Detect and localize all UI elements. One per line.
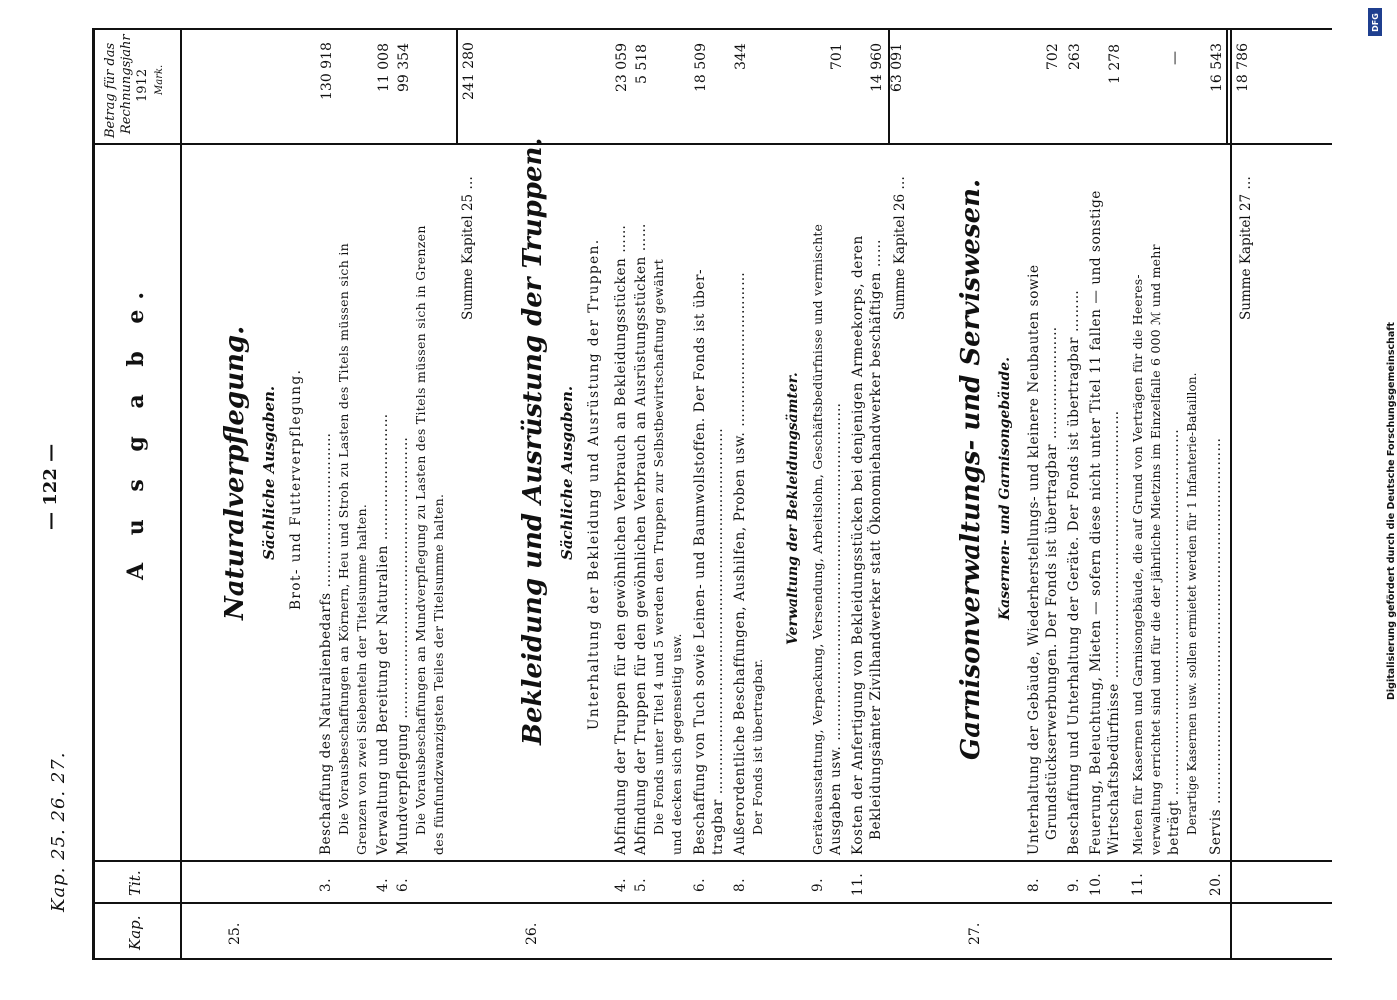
section-subtitle: Kasernen- und Garnisongebäude. <box>997 357 1013 620</box>
sum-label: Summe Kapitel 26 … <box>892 176 908 320</box>
column-kap: Kap. <box>126 915 144 950</box>
page-number: — 122 — <box>40 443 61 530</box>
entry-text: beträgt …………………………………………………………………… <box>1166 428 1182 855</box>
entry-tit: 10. <box>1088 872 1104 896</box>
section-title: Bekleidung und Ausrüstung der Truppen. <box>518 137 548 745</box>
entry-text: Beschaffung und Unterhaltung der Geräte. Der Fonds ist übertragbar ……… <box>1066 289 1082 855</box>
sum-amount: 63 091 <box>889 43 905 92</box>
entry-tit: 11. <box>850 872 866 896</box>
entry-text: Feuerung, Beleuchtung, Mieten — sofern diese nicht unter Titel 11 fallen — und sonstige <box>1088 190 1104 855</box>
entry-text: Beschaffung des Naturalienbedarfs …………………………… <box>318 432 334 855</box>
entry-amount: 18 509 <box>693 43 709 92</box>
entry-amount: 5 518 <box>634 43 650 84</box>
digitization-note <box>1372 10 1397 990</box>
section-title: Garnisonverwaltungs- und Serviswesen. <box>956 178 986 760</box>
entry-tit: 8. <box>732 877 748 892</box>
entry-tit: 8. <box>1026 877 1042 892</box>
entry-amount: 14 960 <box>869 43 885 92</box>
entry-text: tragbar …………………………………………………………………… <box>710 427 726 855</box>
kap-number: 26. <box>524 922 540 945</box>
kap-number: 25. <box>227 922 243 945</box>
sum-label: Summe Kapitel 25 … <box>460 176 476 320</box>
entry-tit: 9. <box>810 877 826 892</box>
entry-text: Wirtschaftsbedürfnisse ………………………………………………… <box>1106 410 1122 855</box>
entry-text: Derartige Kasernen usw. sollen ermietet werden für 1 Infanterie-Bataillon. <box>1185 372 1199 835</box>
section-subheading: Unterhaltung der Bekleidung und Ausrüstung der Truppen. <box>586 238 602 730</box>
entry-amount: 23 059 <box>614 43 630 92</box>
entry-amount: 1 278 <box>1107 43 1123 84</box>
entry-amount: 11 008 <box>376 43 392 92</box>
entry-text: Kosten der Anfertigung von Bekleidungsstücken bei denjenigen Armeekorps, deren <box>850 235 866 855</box>
entry-tit: 20. <box>1208 872 1224 896</box>
sum-amount: 18 786 <box>1235 43 1251 92</box>
entry-text: Geräteausstattung, Verpackung, Versendung, Arbeitslohn, Geschäftsbedürfnisse und vermischte <box>810 223 825 855</box>
entry-tit: 6. <box>692 877 708 892</box>
kap-number: 27. <box>967 922 983 945</box>
entry-amount: 701 <box>829 43 845 70</box>
section-subtitle: Sächliche Ausgaben. <box>558 385 576 560</box>
entry-tit: 11. <box>1130 872 1146 896</box>
entry-text: Grenzen von zwei Siebenteln der Titelsumme halten. <box>354 503 369 855</box>
entry-text: und decken sich gegenseitig usw. <box>669 633 684 855</box>
entry-tit: 3. <box>318 877 334 892</box>
entry-text: Der Fonds ist übertragbar. <box>750 658 765 835</box>
entry-amount: 16 543 <box>1209 43 1225 92</box>
entry-text: Beschaffung von Tuch sowie Leinen- und Baumwollstoffen. Der Fonds ist über- <box>692 268 708 855</box>
column-betrag-year: 1912 <box>135 68 150 102</box>
entry-amount: 130 918 <box>319 42 335 100</box>
entry-text: Ausgaben usw. ……………………………………………………………… <box>828 402 844 855</box>
entry-amount: 263 <box>1067 43 1083 70</box>
section-title: Naturalverpflegung. <box>220 325 250 620</box>
entry-text: Die Vorausbeschaffungen an Körnern, Heu und Stroh zu Lasten des Titels müssen sich in <box>336 243 351 835</box>
dfg-logo: DFG <box>1368 8 1382 36</box>
kap-range: Kap. 25. 26. 27. <box>48 751 69 912</box>
entry-text: des fünfundzwanzigsten Teiles der Titelsumme halten. <box>431 493 446 855</box>
digitization-note-text: Digitalisierung gefördert durch die Deutsche Forschungsgemeinschaft <box>1386 322 1397 700</box>
sum-label: Summe Kapitel 27 … <box>1238 176 1254 320</box>
section-subtitle: Sächliche Ausgaben. <box>260 385 278 560</box>
sum-amount: 241 280 <box>461 42 477 100</box>
column-ausgabe: A u s g a b e. <box>123 281 149 580</box>
entry-text: Grundstückserwerbungen. Der Fonds ist übertragbar …………………… <box>1044 326 1060 840</box>
entry-text: Die Vorausbeschaffungen an Mundverpflegung zu Lasten des Titels müssen sich in Grenzen <box>413 225 428 835</box>
entry-amount: 344 <box>733 43 749 70</box>
entry-tit: 4. <box>613 877 629 892</box>
entry-text: Verwaltung und Bereitung der Naturalien ……………………… <box>375 413 391 855</box>
entry-text: Mundverpflegung …………………………………………………… <box>395 436 411 855</box>
entry-tit: 5. <box>633 877 649 892</box>
entry-text: Außerordentliche Beschaffungen, Aushilfen, Proben usw. …………………………… <box>732 271 748 855</box>
entry-tit: 9. <box>1066 877 1082 892</box>
section-subheading: Brot- und Futterverpflegung. <box>288 368 304 610</box>
entry-amount: 99 354 <box>396 43 412 92</box>
entry-tit: 4. <box>375 877 391 892</box>
entry-text: Servis …………………………………………………………………… <box>1208 437 1224 855</box>
entry-text: Bekleidungsämter Zivilhandwerker statt Ökonomiehandwerker beschäftigen …… <box>868 238 884 840</box>
entry-text: Unterhaltung der Gebäude, Wiederherstellungs- und kleinere Neubauten sowie <box>1026 264 1042 855</box>
entry-text: Mieten für Kasernen und Garnisongebäude, die auf Grund von Verträgen für die Heeres- <box>1130 274 1145 855</box>
column-betrag-unit: Mark. <box>154 64 165 95</box>
admin-heading: Verwaltung der Bekleidungsämter. <box>785 372 801 645</box>
entry-amount: 702 <box>1045 43 1061 70</box>
entry-text: Die Fonds unter Titel 4 und 5 werden den Truppen zur Selbstbewirtschaftung gewährt <box>651 258 666 835</box>
entry-text: Abfindung der Truppen für den gewöhnlichen Verbrauch an Bekleidungsstücken …… <box>613 224 629 855</box>
entry-text: verwaltung errichtet sind und für die der jährliche Mietzins im Einzelfalle 6 000 ℳ und mehr <box>1148 244 1163 855</box>
entry-tit: 6. <box>395 877 411 892</box>
column-tit: Tit. <box>126 870 144 896</box>
entry-amount: — <box>1167 51 1183 65</box>
column-betrag-line2: Rechnungsjahr <box>119 34 134 134</box>
entry-text: Abfindung der Truppen für den gewöhnlichen Verbrauch an Ausrüstungsstücken …… <box>633 223 649 855</box>
column-betrag-line1: Betrag für das <box>103 42 118 138</box>
